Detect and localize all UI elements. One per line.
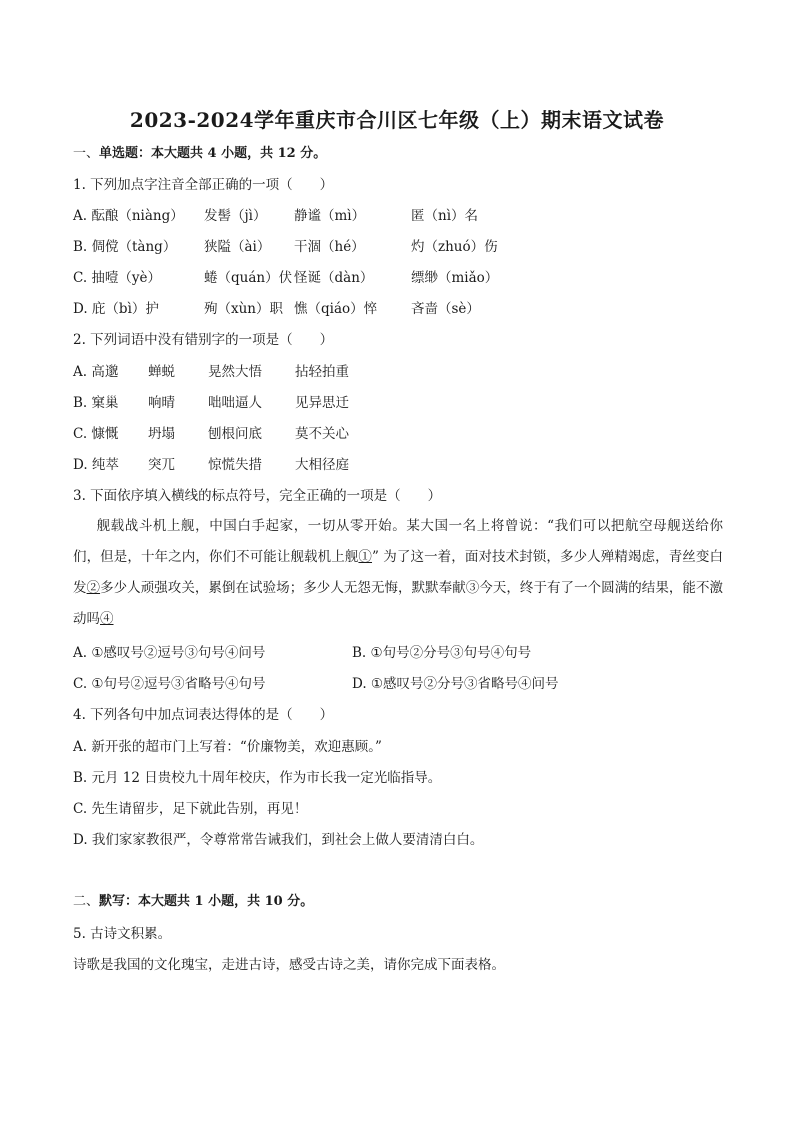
q4-option-a: A. 新开张的超市门上写着：“价廉物美，欢迎惠顾。” [73,739,382,755]
q3-option-b: B. ①句号②分号③句号④句号 [352,645,532,661]
section-label: 默写：本大题共 1 小题，共 10 分。 [99,894,314,909]
q2-a-word1: A. 高邈 [73,364,119,380]
q1-d-word4: 吝啬（sè） [411,301,480,317]
q2-a-word2: 蝉蜕 [148,364,175,380]
q1-option-row-c [73,268,498,288]
q1-c-word4: 缥缈（miǎo） [411,270,499,286]
q2-c-word1: C. 慷慨 [73,426,119,442]
question-4-stem: 4. 下列各句中加点词表达得体的是（ ） [73,707,334,723]
q1-a-word2: 发髻（jì） [204,208,267,224]
q2-option-row-a [73,362,349,382]
section-number: 一、 [73,146,100,161]
q2-c-word3: 刨根问底 [208,426,262,442]
q3-passage-part1: 舰载战斗机上舰，中国白手起家，一切从零开始。某大国一名上将曾说：“我们可以把航空母舰送给你们，但是，十年之内，你们不可能让舰载机上舰 [73,518,723,565]
q4-option-b: B. 元月 12 日贵校九十周年校庆，作为市长我一定光临指导。 [73,770,442,786]
q2-d-word3: 惊慌失措 [208,457,262,473]
q2-option-row-d [73,455,349,475]
q2-c-word4: 莫不关心 [295,426,349,442]
q2-option-row-b [73,393,349,413]
question-2-stem: 2. 下列词语中没有错别字的一项是（ ） [73,332,334,348]
section-label: 单选题：本大题共 4 小题，共 12 分。 [99,146,327,161]
q2-a-word4: 拈轻拍重 [295,364,349,380]
blank-1: ① [358,549,373,565]
q2-a-word3: 晃然大悟 [208,364,262,380]
q1-a-word1: A. 酝酿（niàng） [73,208,184,224]
q1-option-row-b [73,237,498,257]
q1-option-row-d [73,299,480,319]
q2-b-word1: B. 窠巢 [73,395,119,411]
q1-d-word3: 憔（qiáo）悴 [294,301,378,317]
q1-b-word3: 干涸（hé） [294,239,365,255]
q2-d-word2: 突兀 [148,457,175,473]
q1-b-word4: 灼（zhuó）伤 [411,239,498,255]
q1-b-word2: 狭隘（ài） [204,239,271,255]
q1-option-row-a [73,206,478,226]
q1-c-word1: C. 抽噎（yè） [73,270,162,286]
question-3-stem: 3. 下面依序填入横线的标点符号，完全正确的一项是（ ） [73,488,442,504]
q2-d-word1: D. 纯萃 [73,457,119,473]
q1-d-word1: D. 庇（bì）护 [73,301,159,317]
q1-b-word1: B. 倜傥（tàng） [73,239,177,255]
q1-a-word4: 匿（nì）名 [411,208,479,224]
q2-b-word2: 响晴 [148,395,175,411]
q4-option-c: C. 先生请留步，足下就此告别，再见！ [73,801,308,817]
section-heading-2 [73,892,313,912]
q2-option-row-c [73,424,349,444]
q1-c-word3: 怪诞（dàn） [294,270,374,286]
question-5-stem: 5. 古诗文积累。 [73,926,172,942]
q2-c-word2: 坍塌 [148,426,175,442]
page-title: 2023-2024学年重庆市合川区七年级（上）期末语文试卷 [129,108,665,132]
q3-option-d: D. ①感叹号②分号③省略号④问号 [352,676,559,692]
q1-a-word3: 静谧（mì） [294,208,366,224]
q5-intro: 诗歌是我国的文化瑰宝，走进古诗，感受古诗之美，请你完成下面表格。 [73,957,505,973]
q3-option-a: A. ①感叹号②逗号③句号④问号 [73,645,266,661]
q3-passage-part2: ” 为了这一着，面对技术封锁，多少人殚精竭虑，青丝变白发 [73,549,723,596]
q1-d-word2: 殉（xùn）职 [204,301,284,317]
q3-passage-part3: 多少人顽强攻关，累倒在试验场；多少人无怨无悔，默默奉献③今天，终于有了一个圆满的结果，能不激动吗 [73,580,724,627]
q4-option-d: D. 我们家家教很严，令尊常常告诫我们，到社会上做人要清清白白。 [73,832,484,848]
q2-b-word3: 咄咄逼人 [208,395,262,411]
blank-4: ④ [100,611,114,627]
section-heading-1 [73,144,326,164]
section-number: 二、 [73,894,100,909]
q2-b-word4: 见异思迁 [295,395,349,411]
q1-c-word2: 蜷（quán）伏 [204,270,293,286]
q3-passage [73,511,723,635]
question-1-stem: 1. 下列加点字注音全部正确的一项（ ） [73,177,334,193]
q3-option-c: C. ①句号②逗号③省略号④句号 [73,676,266,692]
blank-2: ② [86,580,101,596]
q2-d-word4: 大相径庭 [295,457,349,473]
